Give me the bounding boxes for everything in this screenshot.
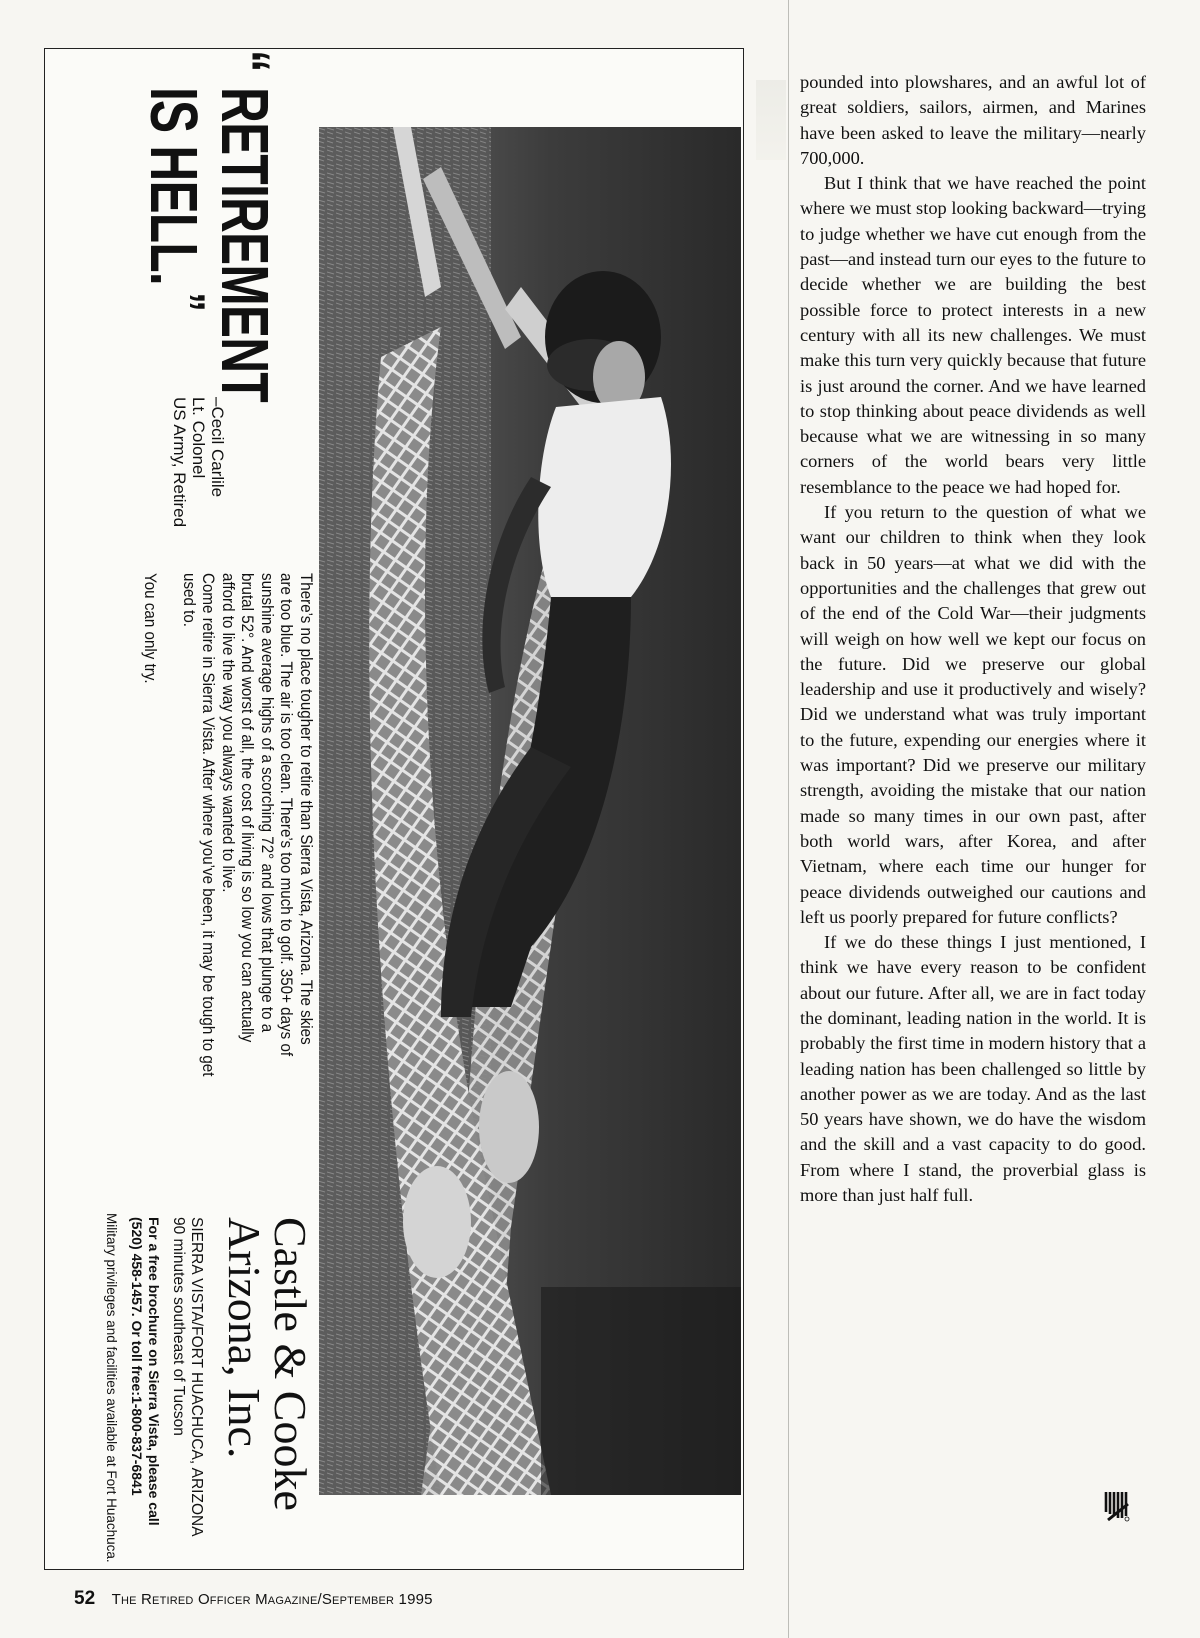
quote-close-mark: ”	[157, 292, 215, 311]
attribution-rank: Lt. Colonel	[189, 397, 208, 479]
company-location	[169, 1217, 205, 1557]
brochure-line-2: (520) 458-1457. Or toll free:1-800-837-6841	[129, 1217, 145, 1496]
ad-body-copy	[140, 573, 315, 1153]
ad-body-line: afford to live the way you always wanted to live.	[219, 573, 237, 893]
article-paragraph: pounded into plowshares, and an awful lot of great soldiers, sailors, airmen, and Marines have been asked to leave the military—nearly 700,000.	[800, 72, 1146, 168]
ad-body-line: are too blue. The air is too clean. There’s too much to golf. 350+ days of	[277, 573, 296, 1057]
company-name	[219, 1217, 316, 1557]
ad-headline-quote	[136, 50, 282, 402]
ad-body-line: sunshine average highs of a scorching 72° and lows that plunge to a	[258, 573, 276, 1033]
article-paragraph: If we do these things I just mentioned, I think we have every reason to be confident about our future. After all, we are in fact today the dominant, leading nation in the world. It is probably the first time in modern history that a leading nation has been challenged so little by another power as we are today. And as the last 50 years have shown, we do have the wisdom and the skill and a vast capacity to do good. From where I stand, the proverbial glass is more than just half full.	[800, 932, 1146, 1206]
military-privileges-note: Military privileges and facilities available at Fort Huachuca.	[104, 1213, 119, 1563]
attribution-service: US Army, Retired	[170, 397, 189, 528]
company-line-2: Arizona, Inc.	[219, 1217, 270, 1459]
magazine-end-mark-icon	[1104, 1490, 1130, 1522]
location-line-1: SIERRA VISTA/FORT HUACHUCA, ARIZONA	[188, 1217, 205, 1537]
ad-rotated-content	[45, 49, 743, 1569]
ad-body-line: used to.	[180, 573, 198, 628]
man-in-hammock-photo	[319, 127, 741, 1495]
headline-line-2: IS HELL.	[136, 87, 211, 285]
ad-body-line: There’s no place tougher to retire than Sierra Vista, Arizona. The skies	[297, 573, 315, 1045]
article-paragraph: If you return to the question of what we want our children to think when they look back in 50 years—at what we did with the opportunities and the challenges that grew out of the end of the Cold War—their judgments will weigh on how well we kept our focus on the future. Did we preserve our global leadership and use it productively and wisely? Did we understand what was truly important to the future, expending our energies where it was important? Did we preserve our military strength, avoiding the mistake that our nation made so many times in our own past, after both world wars, after Korea, and after Vietnam, where each time our hunger for peace dividends outweighed our cautions and left us poorly prepared for future conflicts?	[800, 502, 1146, 927]
article-column	[800, 70, 1146, 1208]
sierra-vista-advertisement	[44, 48, 744, 1570]
shoe-left	[479, 1071, 539, 1183]
masthead-text: The Retired Officer Magazine/September 1995	[111, 1591, 433, 1608]
bleed-through-smudge	[756, 80, 786, 160]
brochure-line-1: For a free brochure on Sierra Vista, please call	[146, 1217, 162, 1526]
page-footer	[74, 1588, 433, 1610]
ad-body-tagline: You can only try.	[141, 573, 160, 684]
location-line-2: 90 minutes southeast of Tucson	[170, 1217, 187, 1436]
page-number: 52	[74, 1588, 96, 1609]
brochure-contact	[128, 1217, 162, 1557]
attribution-name: –Cecil Carlile	[208, 397, 227, 498]
ad-body-line: brutal 52°. And worst of all, the cost of living is so low you can actually	[238, 573, 257, 1043]
hammock-photo-illustration	[319, 127, 741, 1495]
article-paragraph: But I think that we have reached the point where we must stop looking backward—trying to judge whether we have cut enough from the past—and instead turn our eyes to the future to decide whether we are building the best possible force to protect interests in a new century with all its new challenges. We must make this turn very quickly because that future is just around the corner. And we have learned to stop thinking about peace dividends as well because what we are witnessing in so many corners of the world bears very little resemblance to the peace we had hoped for.	[800, 173, 1146, 497]
page-gutter-line	[788, 0, 789, 1638]
headline-line-1: RETIREMENT	[207, 87, 282, 402]
magazine-masthead	[112, 1591, 433, 1608]
company-line-1: Castle & Cooke	[265, 1217, 316, 1511]
quote-open-mark: “	[215, 50, 282, 72]
shoe-right	[403, 1166, 471, 1278]
ad-body-line: Come retire in Sierra Vista. After where you’ve been, it may be tough to get	[199, 573, 218, 1077]
